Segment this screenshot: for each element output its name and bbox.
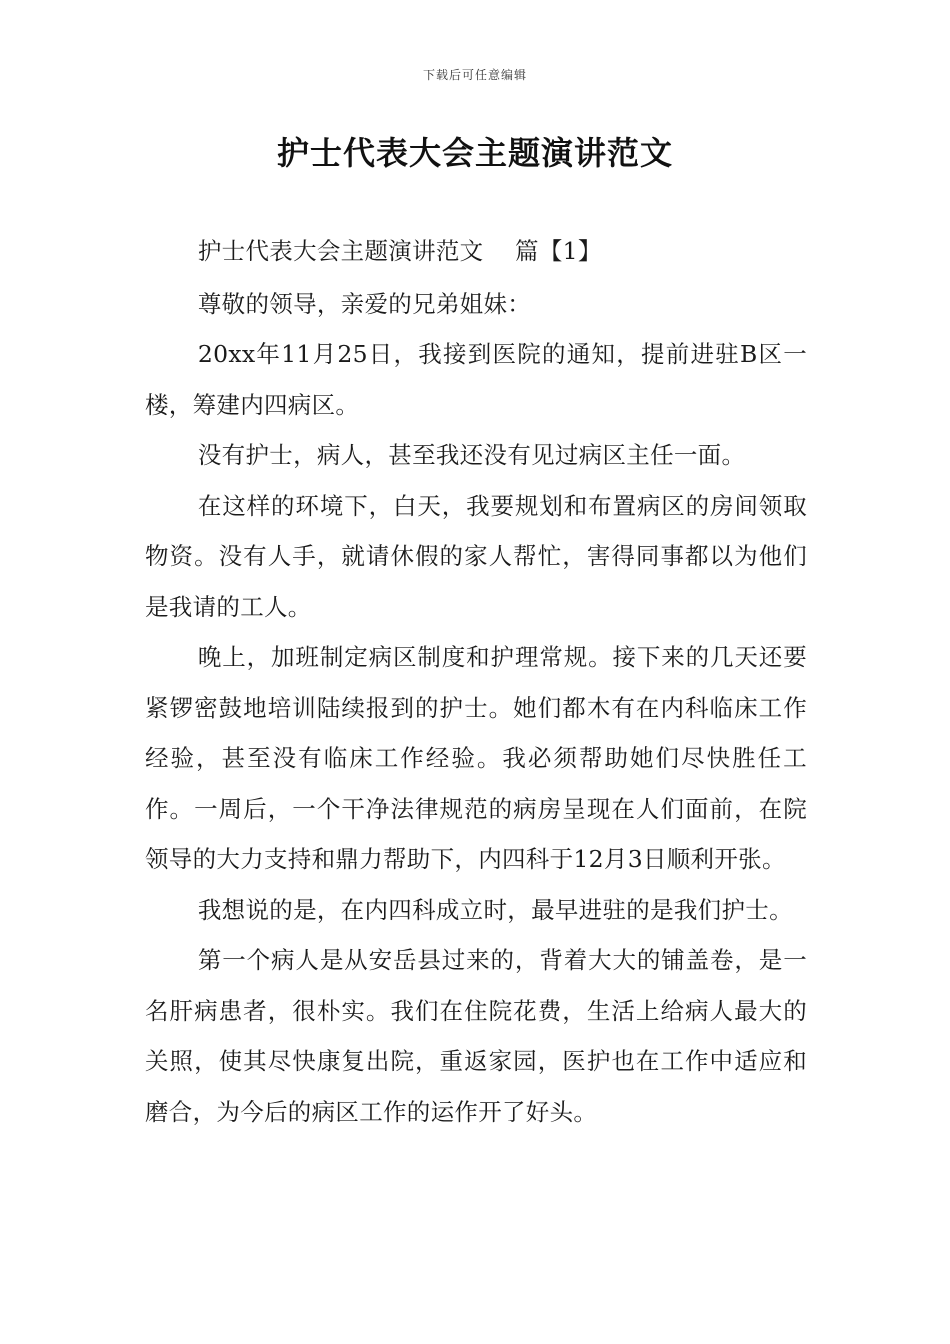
body-paragraph: 我想说的是，在内四科成立时，最早进驻的是我们护士。 xyxy=(197,895,793,924)
salutation-paragraph: 尊敬的领导，亲爱的兄弟姐妹： xyxy=(197,289,532,318)
body-paragraph: 20xx年11月25日，我接到医院的通知，提前进驻B区一楼，筹建内四病区。 xyxy=(145,340,807,419)
header-note: 下载后可任意编辑 xyxy=(422,68,527,82)
body-paragraph: 没有护士，病人，甚至我还没有见过病区主任一面。 xyxy=(197,441,746,469)
document-title: 护士代表大会主题演讲范文 xyxy=(276,134,673,172)
section-heading: 护士代表大会主题演讲范文 篇【1】 xyxy=(197,237,602,265)
body-paragraph: 晚上，加班制定病区制度和护理常规。接下来的几天还要紧锣密鼓地培训陆续报到的护士。她们都木有在内科临床工作经验，甚至没有临床工作经验。我必须帮助她们尽快胜任工作。一周后，一个干净法律规范的病房呈现在人们面前，在院领导的大力支持和鼎力帮助下，内四科于12月3日顺利开张。 xyxy=(145,643,807,873)
document-body xyxy=(145,226,807,1137)
body-paragraph: 第一个病人是从安岳县过来的，背着大大的铺盖卷，是一名肝病患者，很朴实。我们在住院花费，生活上给病人最大的关照，使其尽快康复出院，重返家园，医护也在工作中适应和磨合，为今后的病区工作的运作开了好头。 xyxy=(145,946,807,1126)
body-paragraph: 在这样的环境下，白天，我要规划和布置病区的房间领取物资。没有人手，就请休假的家人帮忙，害得同事都以为他们是我请的工人。 xyxy=(145,491,807,621)
